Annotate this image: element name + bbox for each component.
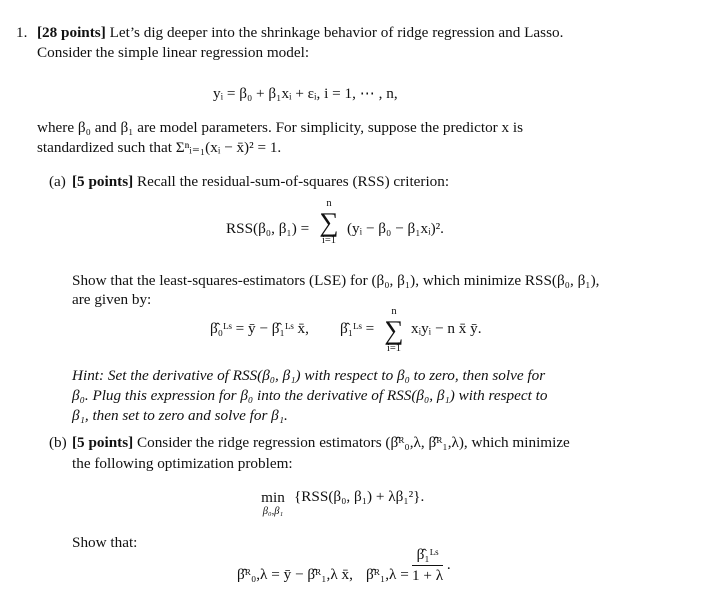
problem-intro-line1 <box>37 24 563 42</box>
ridge-equation-1: β̂ᴿ₀,λ = ȳ − β̂ᴿ₁,λ x̄, <box>237 566 353 583</box>
part-a-intro-text: Recall the residual-sum-of-squares (RSS) criterion: <box>136 173 450 190</box>
hint-line3: β₁, then set to zero and solve for β₁. <box>72 407 288 424</box>
show-ridge: Show that: <box>72 534 138 551</box>
ridge-equation-2-lhs: β̂ᴿ₁,λ = <box>366 566 409 583</box>
sum-icon: ∑ <box>384 315 404 345</box>
part-b-label: (b) <box>49 434 67 451</box>
rss-lhs: RSS(β₀, β₁) = <box>226 220 310 237</box>
rss-rhs: (yᵢ − β₀ − β₁xᵢ)². <box>347 220 444 237</box>
lse-equation-1: β̂₀ᴸˢ = ȳ − β̂₁ᴸˢ x̄, <box>210 320 309 337</box>
ridge-fraction-numerator: β̂₁ᴸˢ <box>412 546 443 566</box>
show-lse-line1: Show that the least-squares-estimators (LSE) for (β₀, β₁), which minimize RSS(β₀, β₁), <box>72 272 600 289</box>
part-a-intro <box>72 173 449 191</box>
lse-sum-bottom: i=1 <box>386 343 402 354</box>
lse-equation-2-lhs: β̂₁ᴸˢ = <box>340 320 375 337</box>
problem-number: 1. <box>16 24 28 41</box>
part-b-intro-line1 <box>72 434 570 452</box>
hint-line2: β₀. Plug this expression for β₀ into the derivative of RSS(β₀, β₁) with respect to <box>72 387 548 404</box>
part-a-label: (a) <box>49 173 66 190</box>
part-a-points: [5 points] <box>72 173 134 190</box>
problem-points: [28 points] <box>37 24 106 41</box>
sum-icon: ∑ <box>319 207 339 237</box>
ridge-fraction-denominator: 1 + λ <box>412 567 444 584</box>
min-label: min <box>261 489 285 506</box>
part-b-intro-text: Consider the ridge regression estimators (β̂ᴿ₀,λ, β̂ᴿ₁,λ), which minimize <box>136 434 570 451</box>
rss-sum-top: n <box>326 198 332 209</box>
show-lse-line2: are given by: <box>72 291 152 308</box>
min-operator <box>256 490 290 517</box>
lse-sum <box>381 306 407 354</box>
problem-intro-text: Let’s dig deeper into the shrinkage behavior of ridge regression and Lasso. <box>109 24 564 41</box>
model-equation: yᵢ = β₀ + β₁xᵢ + εᵢ, i = 1, ⋯ , n, <box>213 85 398 102</box>
rss-sum-bottom: i=1 <box>321 235 337 246</box>
problem-intro-line2: Consider the simple linear regression model: <box>37 44 310 61</box>
where-line1: where β₀ and β₁ are model parameters. For simplicity, suppose the predictor x is <box>37 119 524 136</box>
lse-equation-2-rhs: xᵢyᵢ − n x̄ ȳ. <box>411 320 482 337</box>
rss-sum <box>314 198 344 246</box>
hint-line1: Hint: Set the derivative of RSS(β₀, β₁) with respect to β₀ to zero, then solve for <box>72 367 546 384</box>
part-b-points: [5 points] <box>72 434 134 451</box>
min-subscript: β₀,β₁ <box>262 506 284 517</box>
lse-sum-top: n <box>391 306 397 317</box>
ridge-fraction-box <box>412 546 443 585</box>
where-line2: standardized such that Σⁿᵢ₌₁(xᵢ − x̄)² = 1. <box>37 139 282 156</box>
ridge-fraction <box>412 546 451 585</box>
min-expression: {RSS(β₀, β₁) + λβ₁²}. <box>294 488 425 505</box>
ridge-end-period: . <box>446 555 451 573</box>
part-b-intro-line2: the following optimization problem: <box>72 455 293 472</box>
